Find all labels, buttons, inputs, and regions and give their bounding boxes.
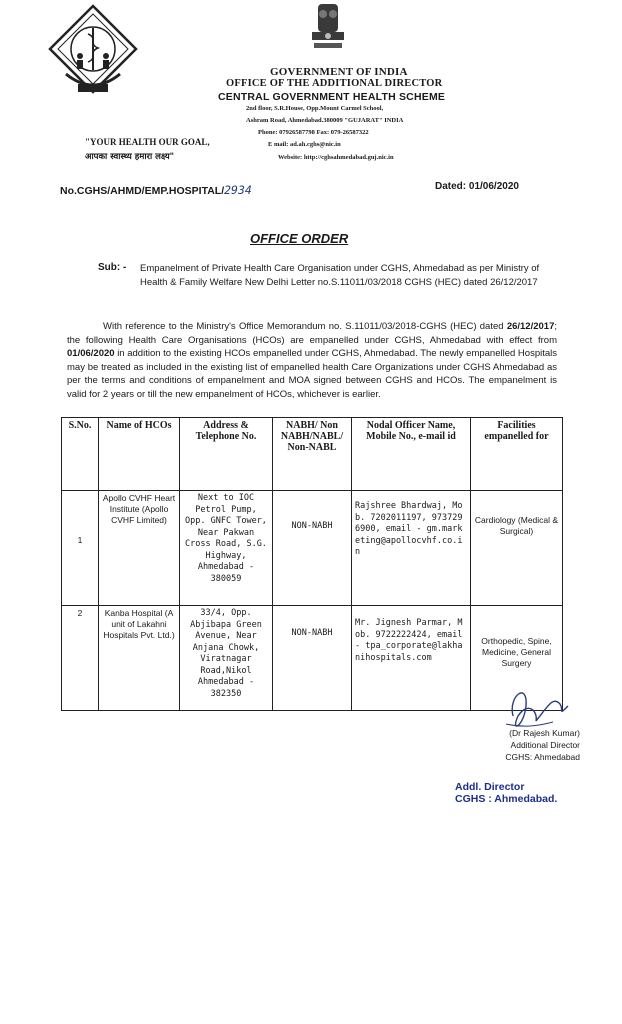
govt-title: GOVERNMENT OF INDIA <box>270 66 408 78</box>
order-date: Dated: 01/06/2020 <box>435 181 519 192</box>
tagline-hindi: आपका स्वास्थ्य हमारा लक्ष्य" <box>85 152 175 162</box>
email-address: E mail: ad.ah.cghs@nic.in <box>268 141 341 148</box>
table-row <box>62 606 563 711</box>
national-emblem <box>300 0 356 56</box>
row-nabh: NON-NABH <box>273 491 352 606</box>
reference-number: No.CGHS/AHMD/EMP.HOSPITAL/2934 <box>60 183 252 197</box>
office-title: OFFICE OF THE ADDITIONAL DIRECTOR <box>226 78 443 89</box>
col-nodal: Nodal Officer Name, Mobile No., e-mail id <box>352 418 471 491</box>
subject-label: Sub: - <box>98 262 127 273</box>
table-header-row <box>62 418 563 491</box>
row-facilities: Cardiology (Medical & Surgical) <box>471 491 563 606</box>
col-facilities: Facilities empanelled for <box>471 418 563 491</box>
signature-scribble <box>498 676 578 736</box>
col-nabh: NABH/ Non NABH/NABL/ Non-NABL <box>273 418 352 491</box>
col-address: Address & Telephone No. <box>180 418 273 491</box>
row-nodal: Mr. Jignesh Parmar, Mob. 9722222424, email - tpa_corporate@lakhanihospitals.com <box>352 606 471 711</box>
col-sno: S.No. <box>62 418 99 491</box>
stamp-line-1: Addl. Director <box>455 781 525 793</box>
row-nabh: NON-NABH <box>273 606 352 711</box>
phone-fax: Phone: 07926587798 Fax: 079-26587322 <box>258 129 369 136</box>
handwritten-number: 2934 <box>224 183 252 197</box>
row-sno: 2 <box>62 606 99 711</box>
row-name: Apollo CVHF Heart Institute (Apollo CVHF Limited) <box>99 491 180 606</box>
page-title: OFFICE ORDER <box>250 231 349 246</box>
signatory-name: (Dr Rajesh Kumar) <box>509 728 580 738</box>
body-paragraph: With reference to the Ministry's Office Memorandum no. S.11011/03/2018-CGHS (HEC) dated 26/12/2017; the following Health Care Organisations (HCOs) are empanelled under CGHS, Ahmedabad with effect from 01/06/2020 in addition to the existing HCOs empanelled under CGHS, Ahmedabad. The newly empanelled Hospitals may be treated as included in the existing list of empanelled health Care Organizations under CGHS Ahmedabad as per the terms and conditions of empanelment and MOA signed between CGHS and HCOs. The empanelment is valid for 2 years or till the new empanelment of HCOs, whichever is earlier. <box>67 321 557 400</box>
scheme-title: CENTRAL GOVERNMENT HEALTH SCHEME <box>218 91 446 103</box>
cghs-logo <box>48 4 138 96</box>
subject-text: Empanelment of Private Health Care Organisation under CGHS, Ahmedabad as per Ministry of Health & Family Welfare New Delhi Letter no.S.11011/03/2018 CGHS (HEC) dated 26/12/2017 <box>140 263 540 288</box>
address-line-2: Ashram Road, Ahmedabad.380009 "GUJARAT" INDIA <box>246 117 404 124</box>
address-line-1: 2nd floor, S.R.House, Opp.Mount Carmel School, <box>246 105 384 112</box>
table-row <box>62 491 563 606</box>
signatory-designation: Additional Director <box>510 740 580 750</box>
stamp-line-2: CGHS : Ahmedabad. <box>455 793 558 805</box>
official-stamp <box>455 781 557 805</box>
row-sno: 1 <box>62 491 99 606</box>
row-nodal: Rajshree Bhardwaj, Mob. 7202011197, 9737296900, email - gm.marketing@apollocvhf.co.in <box>352 491 471 606</box>
tagline-english: "YOUR HEALTH OUR GOAL, <box>85 137 210 147</box>
hco-table <box>61 417 563 711</box>
website: Website: http://cghsahmedabad.guj.nic.in <box>278 154 394 161</box>
row-address: Next to IOC Petrol Pump, Opp. GNFC Tower, Near Pakwan Cross Road, S.G. Highway, Ahmedabad - 380059 <box>180 491 273 606</box>
signatory-office: CGHS: Ahmedabad <box>505 752 580 762</box>
row-name: Kanba Hospital (A unit of Lakahni Hospitals Pvt. Ltd.) <box>99 606 180 711</box>
col-name: Name of HCOs <box>99 418 180 491</box>
row-facilities: Orthopedic, Spine, Medicine, General Surgery <box>471 606 563 711</box>
row-address: 33/4, Opp. Abjibapa Green Avenue, Near Anjana Chowk, Viratnagar Road,Nikol Ahmedabad - 382350 <box>180 606 273 711</box>
